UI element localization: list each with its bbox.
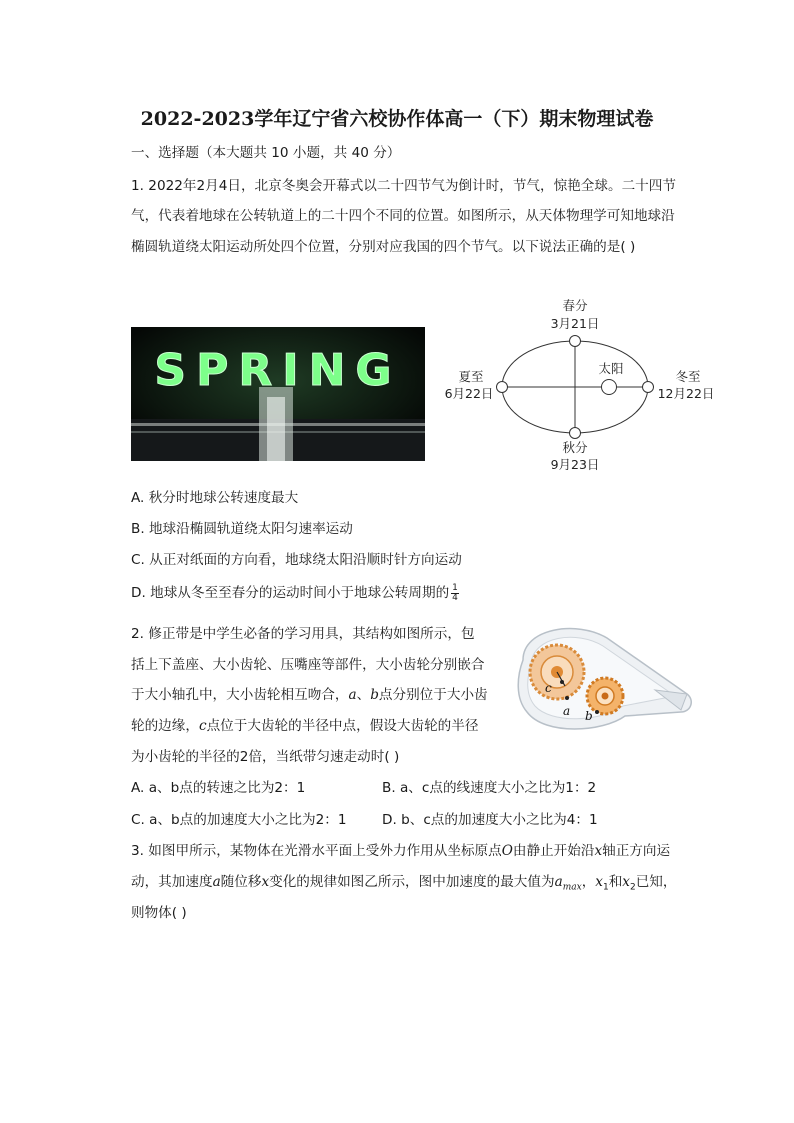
- q3-line3: 则物体( ): [131, 905, 187, 921]
- q1-line2: 气，代表着地球在公转轨道上的二十四个不同的位置。如图所示，从天体物理学可知地球沿: [131, 208, 675, 224]
- sub-max: max: [562, 882, 582, 893]
- sub-1: 1: [602, 882, 609, 893]
- q2-line5: 为小齿轮的半径的2倍，当纸带匀速走动时( ): [131, 749, 400, 765]
- orbit-diagram: [438, 292, 738, 477]
- q2-option-c: C. a、b点的加速度大小之比为2：1: [131, 812, 347, 828]
- q1-option-c: C. 从正对纸面的方向看，地球绕太阳沿顺时针方向运动: [131, 552, 462, 568]
- label-autumn-date: 9月23日: [550, 457, 600, 472]
- q1-option-b: B. 地球沿椭圆轨道绕太阳匀速率运动: [131, 521, 353, 537]
- q3-line1-mid: 由静止开始沿: [512, 843, 595, 859]
- q3-line2-part1: 动，其加速度: [131, 874, 213, 890]
- fraction-denominator: 4: [452, 592, 458, 603]
- q3-line1: [131, 841, 670, 861]
- label-winter-date: 12月22日: [657, 386, 715, 401]
- q3-line1-end: 轴正方向运: [602, 843, 671, 859]
- q3-line2-part3: 变化的规律如图乙所示，图中加速度的最大值为: [269, 874, 555, 890]
- label-autumn: 秋分: [562, 440, 588, 455]
- q3-line2: [131, 872, 676, 898]
- var-a: a: [348, 687, 357, 703]
- sun-circle: [602, 380, 617, 395]
- var-x2: x: [622, 874, 630, 890]
- var-disp-x: x: [261, 874, 270, 890]
- var-x-axis: x: [594, 843, 603, 859]
- earth-winter: [643, 382, 654, 393]
- q3-line1-part: 3. 如图甲所示，某物体在光滑水平面上受外力作用从坐标原点: [131, 843, 502, 859]
- q3-line2-part2: 随位移: [220, 874, 262, 890]
- tape-label-a: a: [563, 704, 571, 718]
- q2-line4-end: 点位于大齿轮的半径中点，假设大齿轮的半径: [206, 718, 479, 734]
- q2-line1: 2. 修正带是中学生必备的学习用具，其结构如图所示，包: [131, 626, 475, 642]
- label-sun: 太阳: [598, 361, 624, 376]
- var-amax: a: [554, 874, 563, 890]
- quarter-fraction: [451, 584, 459, 603]
- q2-option-d: D. b、c点的加速度大小之比为4：1: [382, 812, 598, 828]
- tape-label-b: b: [585, 709, 593, 723]
- page-title: 2022-2023学年辽宁省六校协作体高一（下）期末物理试卷: [140, 108, 654, 130]
- var-x1: x: [595, 874, 603, 890]
- var-b: b: [370, 687, 379, 703]
- earth-spring: [570, 336, 581, 347]
- fraction-numerator: 1: [452, 582, 458, 593]
- q3-line2-comma: ，: [581, 874, 596, 890]
- q2-line3-sep: 、: [356, 687, 371, 703]
- var-origin-o: O: [501, 843, 513, 859]
- earth-summer: [497, 382, 508, 393]
- q2-option-b: B. a、c点的线速度大小之比为1：2: [382, 780, 597, 796]
- label-summer: 夏至: [458, 369, 484, 384]
- label-summer-date: 6月22日: [444, 386, 494, 401]
- sub-2: 2: [629, 882, 636, 893]
- tape-label-c: c: [545, 681, 552, 695]
- spring-fireworks-photo: [131, 327, 425, 461]
- q2-line4-part: 轮的边缘，: [131, 718, 199, 734]
- q2-line3-end: 点分别位于大小齿: [378, 687, 488, 703]
- q2-line4: [131, 716, 478, 736]
- q1-option-d-text: D. 地球从冬至至春分的运动时间小于地球公转周期的: [131, 585, 450, 601]
- q3-line2-and: 和: [608, 874, 623, 890]
- q1-option-a: A. 秋分时地球公转速度最大: [131, 490, 299, 506]
- earth-autumn: [570, 428, 581, 439]
- label-spring-date: 3月21日: [550, 316, 600, 331]
- q2-line2: 括上下盖座、大小齿轮、压嘴座等部件，大小齿轮分别嵌合: [131, 657, 485, 673]
- q3-line2-end: 已知，: [635, 874, 677, 890]
- q2-line3: [131, 685, 488, 705]
- spring-photo-text: SPRING: [154, 345, 402, 396]
- var-accel-a: a: [212, 874, 221, 890]
- q2-line3-part: 于大小轴孔中，大小齿轮相互吻合，: [131, 687, 349, 703]
- label-spring: 春分: [562, 298, 588, 313]
- q1-line3: 椭圆轨道绕太阳运动所处四个位置，分别对应我国的四个节气。以下说法正确的是( ): [131, 239, 636, 255]
- correction-tape-photo: [505, 620, 697, 738]
- var-c: c: [198, 718, 207, 734]
- q2-option-a: A. a、b点的转速之比为2：1: [131, 780, 306, 796]
- label-winter: 冬至: [675, 369, 701, 384]
- q1-option-d: [131, 583, 459, 603]
- section-heading: 一、选择题（本大题共 10 小题，共 40 分）: [131, 145, 401, 161]
- q1-line1: 1. 2022年2月4日，北京冬奥会开幕式以二十四节气为倒计时，节气，惊艳全球。二十四节: [131, 178, 676, 194]
